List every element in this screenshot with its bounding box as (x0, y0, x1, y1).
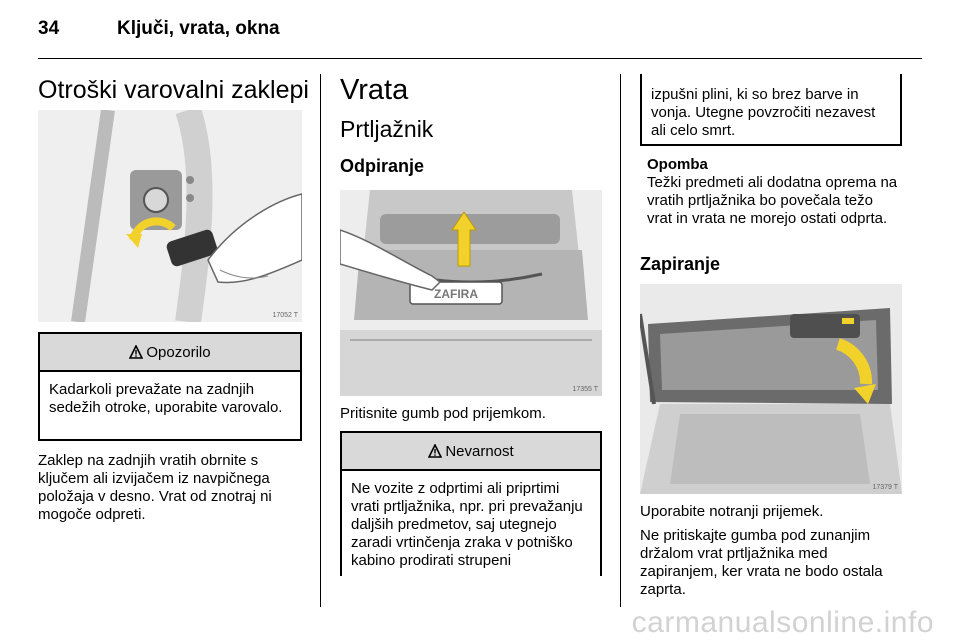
warning-header (40, 334, 300, 372)
warning-triangle-icon (129, 345, 143, 359)
child-lock-paragraph: Zaklep na zadnjih vratih obrnite s ključem ali izvijačem iz navpičnega položaja v desno. Vrat od znotraj ni mogoče odpreti. (38, 452, 272, 523)
warning-triangle-icon (428, 444, 442, 458)
tailgate-opening-illustration (340, 190, 602, 396)
doors-heading: Vrata (340, 74, 409, 106)
danger-header (342, 433, 600, 471)
tailgate-closing-illustration (640, 284, 902, 494)
header-rule (38, 58, 922, 59)
tailgate-heading: Prtljažnik (340, 116, 434, 142)
image-code: 17355 T (572, 386, 598, 393)
column-divider-left (320, 74, 321, 607)
watermark: carmanualsonline.info (631, 606, 934, 639)
note-body: Težki predmeti ali dodatna oprema na vratih prtljažnika bo povečala težo vrat in vrata ne morejo ostati odprta. (647, 174, 898, 227)
note-title: Opomba (647, 156, 708, 173)
warning-title: Opozorilo (146, 343, 211, 361)
danger-body: Ne vozite z odprtimi ali priprtimi vrati prtljažnika, npr. pri prevažanju daljših predmetov, saj utegnejo zaradi vrtinčenja zraka v potniško kabino prodirati strupeni (351, 480, 583, 569)
closing-paragraph-2: Ne pritiskajte gumba pod zunanjim držalom vrat prtljažnika med zapiranjem, ker vrata ne bodo ostala zaprta. (640, 527, 883, 598)
chapter-title: Ključi, vrata, okna (117, 18, 280, 39)
image-code: 17052 T (272, 312, 298, 319)
column-divider-right (620, 74, 621, 607)
opening-caption: Pritisnite gumb pod prijemkom. (340, 405, 546, 422)
child-lock-illustration (38, 110, 302, 322)
danger-box (340, 431, 602, 576)
closing-heading: Zapiranje (640, 254, 721, 274)
opening-heading: Odpiranje (340, 156, 425, 176)
child-locks-heading: Otroški varovalni zaklepi (38, 76, 309, 104)
danger-body-continued: izpušni plini, ki so brez barve in vonja. Utegne povzročiti nezavest ali celo smrt. (651, 86, 876, 139)
warning-body: Kadarkoli prevažate na zadnjih sedežih otroke, uporabite varovalo. (49, 381, 283, 416)
danger-title: Nevarnost (445, 442, 514, 460)
zafira-badge: ZAFIRA (434, 287, 478, 301)
closing-paragraph-1: Uporabite notranji prijemek. (640, 503, 824, 520)
warning-box (38, 332, 302, 441)
page-number: 34 (38, 18, 60, 39)
danger-box-continued (640, 74, 902, 146)
image-code: 17379 T (872, 484, 898, 491)
note-block (647, 156, 902, 228)
